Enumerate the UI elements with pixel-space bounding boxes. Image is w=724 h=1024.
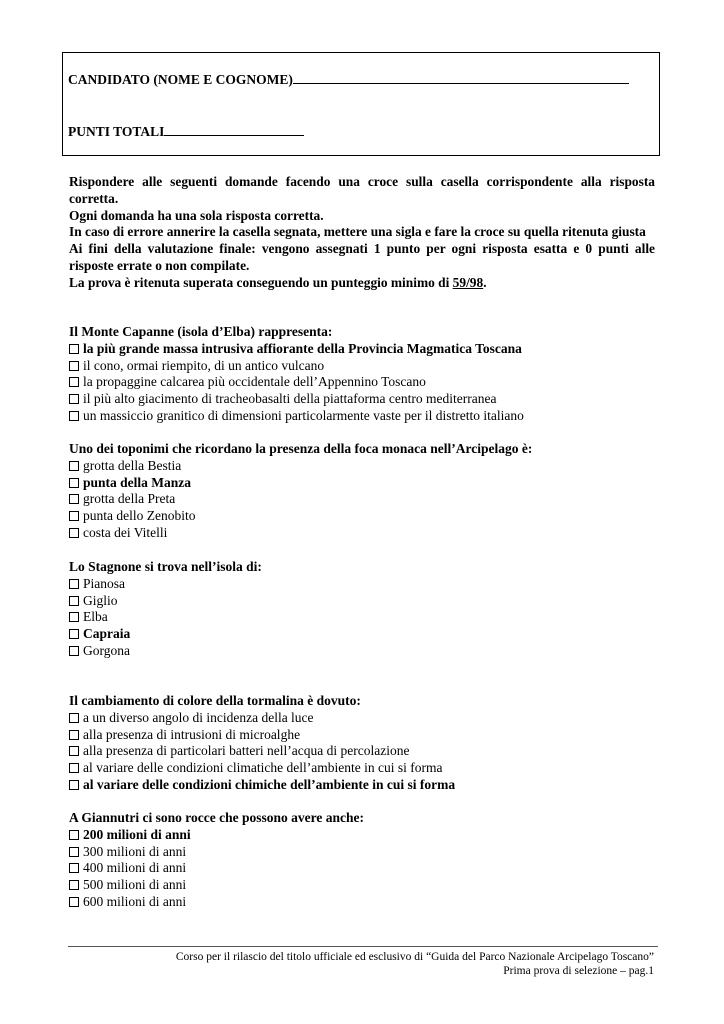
candidate-name-line bbox=[68, 70, 629, 88]
answer-checkbox[interactable] bbox=[69, 830, 79, 840]
answer-label: Elba bbox=[83, 609, 108, 625]
question-block bbox=[69, 810, 659, 911]
question-block bbox=[69, 559, 659, 660]
answer-checkbox[interactable] bbox=[69, 344, 79, 354]
answer-option bbox=[69, 525, 659, 542]
answer-checkbox[interactable] bbox=[69, 394, 79, 404]
instruction-line: Ogni domanda ha una sola risposta corretta. bbox=[69, 207, 324, 223]
candidate-header-box bbox=[62, 52, 660, 156]
answer-option bbox=[69, 508, 659, 525]
answer-checkbox[interactable] bbox=[69, 528, 79, 538]
answer-label: alla presenza di intrusioni di microalghe bbox=[83, 726, 301, 742]
question-text: Il cambiamento di colore della tormalina è dovuto: bbox=[69, 693, 361, 708]
passing-score-prefix: La prova è ritenuta superata conseguendo un punteggio minimo di bbox=[69, 274, 453, 290]
answer-label: Capraia bbox=[83, 626, 131, 642]
footer-divider bbox=[68, 946, 658, 947]
answer-checkbox[interactable] bbox=[69, 646, 79, 656]
total-score-field[interactable] bbox=[164, 122, 304, 136]
footer bbox=[176, 950, 654, 978]
question-text: Lo Stagnone si trova nell’isola di: bbox=[69, 559, 262, 574]
answer-checkbox[interactable] bbox=[69, 713, 79, 723]
answer-checkbox[interactable] bbox=[69, 596, 79, 606]
answer-option bbox=[69, 777, 659, 794]
question-block bbox=[69, 693, 659, 794]
answer-option bbox=[69, 827, 659, 844]
answer-checkbox[interactable] bbox=[69, 511, 79, 521]
answer-label: costa dei Vitelli bbox=[83, 524, 168, 540]
answer-checkbox[interactable] bbox=[69, 579, 79, 589]
answer-label: la più grande massa intrusiva affiorante della Provincia Magmatica Toscana bbox=[83, 340, 522, 356]
answer-label: il cono, ormai riempito, di un antico vulcano bbox=[83, 357, 325, 373]
question-block bbox=[69, 441, 659, 542]
answer-label: al variare delle condizioni chimiche dell’ambiente in cui si forma bbox=[83, 776, 456, 792]
instruction-line: In caso di errore annerire la casella segnata, mettere una sigla e fare la croce su quella ritenuta giusta bbox=[69, 224, 646, 240]
answer-option bbox=[69, 491, 659, 508]
answer-option bbox=[69, 877, 659, 894]
answer-checkbox[interactable] bbox=[69, 478, 79, 488]
total-score-line bbox=[68, 122, 304, 140]
answer-checkbox[interactable] bbox=[69, 411, 79, 421]
answer-checkbox[interactable] bbox=[69, 494, 79, 504]
question-text: Uno dei toponimi che ricordano la presenza della foca monaca nell’Arcipelago è: bbox=[69, 441, 533, 456]
instruction-line bbox=[69, 275, 655, 292]
answer-label: la propaggine calcarea più occidentale dell’Appennino Toscano bbox=[83, 374, 426, 390]
candidate-name-label: CANDIDATO (NOME E COGNOME) bbox=[68, 72, 293, 87]
question-text: Il Monte Capanne (isola d’Elba) rappresenta: bbox=[69, 324, 333, 339]
answer-option bbox=[69, 358, 659, 375]
answer-checkbox[interactable] bbox=[69, 377, 79, 387]
answer-option bbox=[69, 593, 659, 610]
answer-label: 600 milioni di anni bbox=[83, 893, 187, 909]
instructions-block bbox=[69, 174, 655, 292]
answer-label: al variare delle condizioni climatiche dell’ambiente in cui si forma bbox=[83, 760, 443, 776]
answer-option bbox=[69, 408, 659, 425]
answer-label: grotta della Bestia bbox=[83, 457, 182, 473]
answer-label: 500 milioni di anni bbox=[83, 877, 187, 893]
answer-option bbox=[69, 643, 659, 660]
answer-option bbox=[69, 391, 659, 408]
answer-checkbox[interactable] bbox=[69, 780, 79, 790]
passing-score-suffix: . bbox=[483, 274, 487, 290]
answer-option bbox=[69, 844, 659, 861]
answer-label: alla presenza di particolari batteri nell’acqua di percolazione bbox=[83, 743, 410, 759]
instruction-line: Rispondere alle seguenti domande facendo una croce sulla casella corrispondente alla risposta corretta. bbox=[69, 174, 655, 206]
answer-option bbox=[69, 710, 659, 727]
answer-label: punta della Manza bbox=[83, 474, 192, 490]
answer-option bbox=[69, 609, 659, 626]
answer-label: Pianosa bbox=[83, 575, 125, 591]
answer-checkbox[interactable] bbox=[69, 629, 79, 639]
answer-option bbox=[69, 760, 659, 777]
footer-course-text: Corso per il rilascio del titolo ufficiale ed esclusivo di “Guida del Parco Nazionale Arcipelago Toscano” bbox=[175, 951, 654, 963]
question-text: A Giannutri ci sono rocce che possono avere anche: bbox=[69, 810, 364, 825]
answer-checkbox[interactable] bbox=[69, 730, 79, 740]
question-block bbox=[69, 324, 659, 425]
passing-score: 59/98 bbox=[452, 274, 484, 290]
answer-option bbox=[69, 626, 659, 643]
answer-checkbox[interactable] bbox=[69, 880, 79, 890]
answer-checkbox[interactable] bbox=[69, 746, 79, 756]
candidate-name-field[interactable] bbox=[293, 70, 629, 84]
answer-label: 200 milioni di anni bbox=[83, 826, 191, 842]
answer-checkbox[interactable] bbox=[69, 763, 79, 773]
answer-label: a un diverso angolo di incidenza della luce bbox=[83, 709, 314, 725]
answer-label: il più alto giacimento di tracheobasalti della piattaforma centro mediterranea bbox=[83, 391, 497, 407]
answer-option bbox=[69, 458, 659, 475]
answer-checkbox[interactable] bbox=[69, 847, 79, 857]
answer-checkbox[interactable] bbox=[69, 461, 79, 471]
total-score-label: PUNTI TOTALI bbox=[68, 124, 165, 139]
answer-checkbox[interactable] bbox=[69, 612, 79, 622]
answer-option bbox=[69, 374, 659, 391]
answer-option bbox=[69, 743, 659, 760]
answer-label: punta dello Zenobito bbox=[83, 508, 196, 524]
answer-label: Giglio bbox=[83, 592, 118, 608]
answer-option bbox=[69, 341, 659, 358]
answer-checkbox[interactable] bbox=[69, 863, 79, 873]
answer-option bbox=[69, 475, 659, 492]
answer-option bbox=[69, 894, 659, 911]
answer-checkbox[interactable] bbox=[69, 897, 79, 907]
answer-option bbox=[69, 860, 659, 877]
answer-option bbox=[69, 727, 659, 744]
answer-checkbox[interactable] bbox=[69, 361, 79, 371]
answer-option bbox=[69, 576, 659, 593]
instruction-line: Ai fini della valutazione finale: vengono assegnati 1 punto per ogni risposta esatta e 0 punti alle risposte errate o non compilate. bbox=[69, 241, 655, 273]
answer-label: Gorgona bbox=[83, 642, 130, 658]
answer-label: 400 milioni di anni bbox=[83, 860, 187, 876]
answer-label: 300 milioni di anni bbox=[83, 843, 187, 859]
footer-page-text: Prima prova di selezione – pag.1 bbox=[503, 965, 654, 977]
answer-label: un massiccio granitico di dimensioni particolarmente vaste per il distretto italiano bbox=[83, 407, 524, 423]
answer-label: grotta della Preta bbox=[83, 491, 176, 507]
